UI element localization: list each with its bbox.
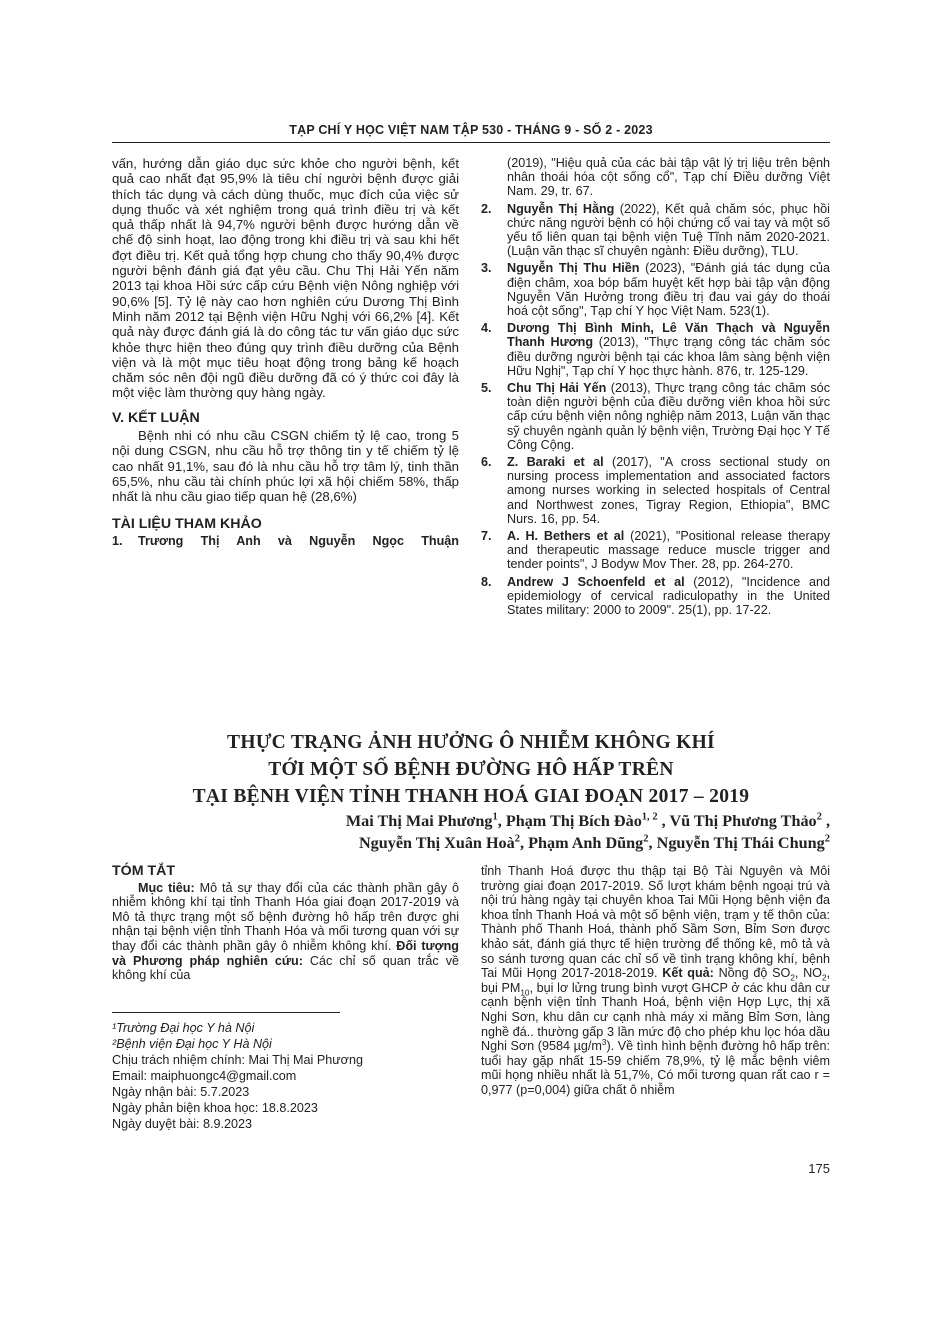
author-name: Nguyễn Thị Xuân Hoà (358, 834, 515, 852)
reference-number: 6. (481, 455, 492, 470)
abstract-left-column (112, 864, 459, 983)
summary-heading: TÓM TẮT (112, 863, 176, 879)
author-affiliation: 2 (514, 833, 521, 845)
top-right-column (481, 156, 830, 620)
conclusion-text: Bệnh nhi có nhu cầu CSGN chiếm tỷ lệ cao, trong 5 nội dung CSGN, nhu cầu hỗ trợ thông tin y tế chiếm tỷ lệ cao nhất 91,1%, sau đó là nhu cầu hỗ trợ tâm lý, tinh thần 65,5%, nhu cầu tài chính phúc lợi xã hội chiếm 58%, thấp nhất là nhu cầu giao tiếp quan hệ (28,6%) (112, 428, 459, 505)
author-affiliation: 2 (816, 811, 822, 823)
reference-number: 4. (481, 321, 492, 336)
author-affiliation: 2 (824, 833, 830, 845)
email-line: Email: maiphuongc4@gmail.com (112, 1069, 297, 1083)
reference-authors: Trương Thị Anh và Nguyễn Ngọc Thuận (138, 533, 459, 548)
top-left-column (112, 156, 459, 551)
reference-item (481, 261, 830, 318)
abstract-right-column (481, 864, 830, 1098)
reference-item-1 (112, 534, 459, 548)
review-date: Ngày phản biện khoa học: 18.8.2023 (112, 1101, 318, 1115)
reference-item (481, 455, 830, 526)
title-line: TẠI BỆNH VIỆN TỈNH THANH HOÁ GIAI ĐOẠN 2017 – 2019 (192, 786, 750, 807)
reference-authors: Dương Thị Bình Minh, Lê Văn Thạch và Nguyễn Thanh Hương (507, 321, 830, 350)
abstract-continued: tỉnh Thanh Hoá được thu thập tại Bộ Tài Nguyên và Môi trường giai đoạn 2017-2019. Số lượt khám bệnh ngoại trú và nội trú hàng ngày tại chuyên khoa Tai Mũi Họng bệnh viện đa khoa tỉnh Thanh Hoá và một số bệnh viện, trạm y tế thôn của: Thành phố Thanh Hoá, thành phố Sầm Sơn, Bỉm Sơn được khảo sát, đánh giá thực tế hiện trường để thống kê, mô tả và so sánh tương quan các chỉ số về tình trạng không khí, bệnh Tai Mũi Họng 2017-2018-2019. Kết quả: Nồng độ $SO_2$, $NO_2$, bụi $PM_{10}$, bụi lơ lửng trung bình vượt GHCP ở các khu dân cư cạnh bệnh viện tỉnh Thanh Hoá, bệnh viện Hợp Lực, thị xã Nghi Sơn, khu dân cư cạnh nhà máy xi măng Bỉm Sơn, làng nghề đá.. thường gấp 3 lần mức độ cho phép khu lọc hóa dầu Nghi Sơn (9584 $\mu g/m^3$). Về tình hình bệnh đường hô hấp trên: tuổi hay gặp nhất 15-59 chiếm 78,9%, tỷ lệ mắc bệnh viêm mũi họng nhiều nhất là 51,7%, Có mối tương quan rất cao r = 0,977 (p=0,004) giữa chất ô nhiễm (481, 864, 831, 1097)
reference-authors: Chu Thị Hải Yến (507, 381, 607, 396)
reference-number: 1. (112, 533, 123, 548)
reference-item (481, 575, 830, 618)
corresponding-author: Chịu trách nhiệm chính: Mai Thị Mai Phương (112, 1053, 363, 1067)
reference-item (481, 321, 830, 378)
reference-item (481, 529, 830, 572)
reference-text: (2013), Thực trạng công tác chăm sóc toàn diện người bệnh của điều dưỡng viên khoa hồi sức cấp cứu bệnh viện nông nghiệp năm 2013, Luận văn thạc sỹ chuyên ngành quản lý bệnh viện, Trường Đại học Y Tế Công Cộng. (507, 381, 830, 452)
reference-item-1-continued (481, 156, 830, 199)
author-name: Nguyễn Thị Thái Chung (656, 834, 825, 852)
page-number: 175 (808, 1161, 830, 1176)
affiliation-2: ²Bệnh viện Đại học Y Hà Nội (112, 1037, 272, 1051)
objective-label: Mục tiêu: (138, 880, 195, 895)
discussion-paragraph: vấn, hướng dẫn giáo dục sức khỏe cho người bệnh, kết quả cao nhất đạt 95,9% là tiêu chí người bệnh được giải thích tác dụng và cách dùng thuốc, mục đích của việc sử dụng thuốc và xét nghiệm trong quá trình điều trị và kết quả thấp nhất là 94,7% người bệnh được hướng dẫn về chế độ sinh hoạt, lao động trong khi điều trị và sau khi hết đợt điều trị. Kết quả tổng hợp chung cho thấy 90,4% được người bệnh đánh giá đạt yêu cầu. Chu Thị Hải Yến năm 2013 tại khoa Hồi sức cấp cứu Bệnh viện Nông nghiệp với 90,6% [5]. Tỷ lệ này cao hơn nghiên cứu Dương Thị Bình Minh năm 2012 tại Bệnh viện Hữu Nghị với 66,2% [4]. Kết quả này được đánh giá là do công tác tư vấn giáo dục sức khỏe thực hiện theo đúng quy trình điều dưỡng của Bệnh viện và là một mục tiêu hoạt động trong bảng kế hoạch chăm sóc nên đội ngũ điều dưỡng đã có ý thức coi đây là một việc làm thường quy hàng ngày. (112, 156, 459, 401)
author-line-1: Mai Thị Mai Phương$^1$, Phạm Thị Bích Đào$^{1, 2}$ , Vũ Thị Phương Thảo$^2$ , (345, 811, 830, 830)
reference-authors: A. H. Bethers et al (507, 529, 625, 544)
reference-text: (2023), "Đánh giá tác dụng của điện châm, xoa bóp bấm huyệt kết hợp bài tập vận động Nguyễn Văn Hưởng trong điều trị đau vai gáy do thoái hoá cột sống", Tạp chí Y học Việt Nam. 523(1). (507, 261, 830, 319)
title-line: THỰC TRẠNG ẢNH HƯỞNG Ô NHIỄM KHÔNG KHÍ (227, 732, 715, 753)
received-date: Ngày nhận bài: 5.7.2023 (112, 1085, 250, 1099)
reference-text: (2012), "Incidence and epidemiology of cervical radiculopathy in the United States military: 2000 to 2009". 25(1), pp. 17-22. (507, 574, 831, 618)
affiliation-1: ¹Trường Đại học Y hà Nội (112, 1021, 255, 1035)
accepted-date: Ngày duyệt bài: 8.9.2023 (112, 1117, 253, 1131)
author-name: Mai Thị Mai Phương (345, 812, 493, 830)
author-line-2: Nguyễn Thị Xuân Hoà$^2$, Phạm Anh Dũng$^2$, Nguyễn Thị Thái Chung$^2$ (358, 833, 830, 852)
author-affiliation: 1, 2 (641, 811, 658, 823)
title-line: TỚI MỘT SỐ BỆNH ĐƯỜNG HÔ HẤP TRÊN (268, 759, 674, 780)
references-heading: TÀI LIỆU THAM KHẢO (112, 515, 262, 532)
reference-number: 3. (481, 261, 492, 276)
running-header: TẠP CHÍ Y HỌC VIỆT NAM TẬP 530 - THÁNG 9 - SỐ 2 - 2023 (289, 123, 653, 137)
reference-authors: Nguyễn Thị Thu Hiền (507, 261, 640, 276)
reference-text: (2022), Kết quả chăm sóc, phục hồi chức năng người bệnh có hội chứng cổ vai tay và một số yếu tố liên quan tại bệnh viện Tuệ Tĩnh năm 2020-2021.(Luận văn thạc sĩ chuyên ngành: Điều dưỡng), TLU. (507, 201, 830, 259)
reference-number: 5. (481, 381, 492, 396)
methods-label: Đối tượng và Phương pháp nghiên cứu: (112, 938, 459, 968)
reference-item (481, 202, 830, 259)
reference-list (481, 202, 830, 618)
footnote-rule (112, 1012, 340, 1013)
footnotes (112, 1020, 459, 1132)
reference-number: 8. (481, 574, 492, 589)
reference-text: (2019), "Hiệu quả của các bài tập vật lý trị liệu trên bệnh nhân thoái hóa cột sống cổ", Tạp chí Điều dưỡng Việt Nam. 29, tr. 67. (507, 156, 830, 199)
reference-authors: Nguyễn Thị Hằng (507, 201, 615, 216)
header-rule (112, 142, 830, 143)
author-name: Vũ Thị Phương Thảo (669, 812, 817, 830)
article-title (112, 729, 830, 810)
reference-authors: Andrew J Schoenfeld et al (507, 574, 685, 589)
author-affiliation: 1 (492, 811, 498, 823)
reference-text: (2017), "A cross sectional study on nursing process implementation and associated factors among nurses working in selected hospitals of Central and Northwest zones, Tigray Region, Ethiopia", BMC Nurs. 16, pp. 54. (507, 455, 830, 526)
author-name: Phạm Thị Bích Đào (505, 812, 642, 830)
conclusion-heading: V. KẾT LUẬN (112, 409, 200, 426)
reference-text: (2021), "Positional release therapy and therapeutic massage reduce muscle trigger and tender points", J Bodyw Mov Ther. 28, pp. 264-270. (507, 529, 830, 572)
author-name: Phạm Anh Dũng (528, 834, 644, 852)
results-label: Kết quả: (662, 966, 714, 981)
reference-authors: Z. Baraki et al (507, 455, 604, 470)
abstract-objective: Mục tiêu: Mô tả sự thay đổi của các thành phần gây ô nhiễm không khí tại tỉnh Thanh Hóa giai đoạn 2017-2019 và Mô tả thực trạng một số bệnh đường hô hấp trên được ghi nhận tại bệnh viện tỉnh Thanh Hóa và mối tương quan với sự thay đổi các thành phần gây ô nhiễm không khí. Đối tượng và Phương pháp nghiên cứu: Các chỉ số quan trắc về không khí của (112, 880, 460, 983)
reference-number: 7. (481, 529, 492, 544)
reference-text: (2013), "Thực trạng công tác chăm sóc điều dưỡng người bệnh tại các khoa lâm sàng bệnh viện Hữu Nghị", Tạp chí Y học thực hành. 876, tr. 125-129. (507, 335, 831, 378)
reference-item (481, 381, 830, 452)
author-list (180, 810, 830, 854)
reference-number: 2. (481, 201, 492, 216)
author-affiliation: 2 (643, 833, 649, 845)
